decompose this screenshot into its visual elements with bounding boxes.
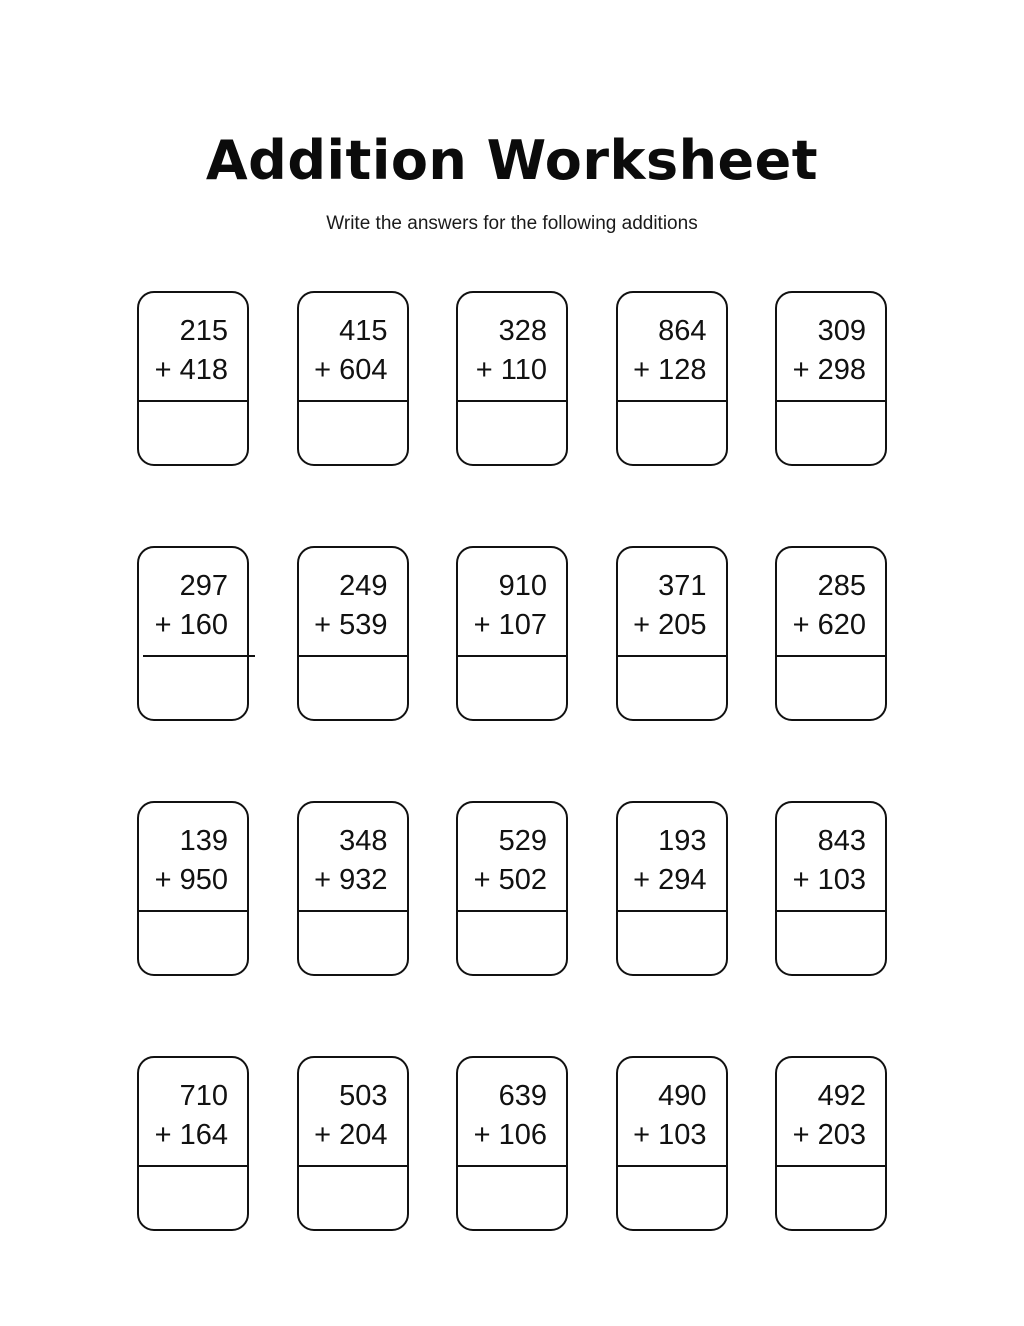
answer-box[interactable] — [139, 402, 247, 464]
addend-bottom: + 203 — [792, 1119, 866, 1151]
answer-box[interactable] — [458, 912, 566, 974]
problem-card — [616, 1056, 728, 1231]
answer-box[interactable] — [458, 657, 566, 719]
answer-box[interactable] — [777, 657, 885, 719]
answer-box[interactable] — [299, 657, 407, 719]
addend-top: 864 — [658, 315, 707, 347]
addend-bottom: + 204 — [314, 1119, 388, 1151]
addend-top: 309 — [817, 315, 866, 347]
answer-box[interactable] — [139, 657, 247, 719]
addend-top: 285 — [817, 570, 866, 602]
problem-card — [456, 1056, 568, 1231]
addend-bottom: + 950 — [154, 864, 228, 896]
problem-card — [775, 546, 887, 721]
addend-top: 415 — [339, 315, 388, 347]
addend-bottom: + 539 — [314, 609, 388, 641]
answer-box[interactable] — [777, 402, 885, 464]
addend-top: 843 — [817, 825, 866, 857]
problem-card — [616, 546, 728, 721]
answer-box[interactable] — [618, 912, 726, 974]
problem-card — [297, 546, 409, 721]
answer-box[interactable] — [618, 657, 726, 719]
problem-card — [456, 546, 568, 721]
addend-bottom: + 164 — [154, 1119, 228, 1151]
addend-bottom: + 294 — [633, 864, 707, 896]
addend-bottom: + 107 — [473, 609, 547, 641]
answer-box[interactable] — [299, 912, 407, 974]
addend-bottom: + 620 — [792, 609, 866, 641]
addend-bottom: + 418 — [154, 354, 228, 386]
addend-bottom: + 103 — [792, 864, 866, 896]
problem-card — [297, 291, 409, 466]
problem-card — [137, 801, 249, 976]
addend-top: 348 — [339, 825, 388, 857]
problem-card — [137, 1056, 249, 1231]
answer-box[interactable] — [299, 1167, 407, 1229]
problem-card — [456, 291, 568, 466]
addend-bottom: + 110 — [475, 354, 547, 386]
addend-bottom: + 103 — [633, 1119, 707, 1151]
addend-bottom: + 298 — [792, 354, 866, 386]
answer-box[interactable] — [139, 1167, 247, 1229]
addend-top: 710 — [179, 1080, 228, 1112]
addend-bottom: + 932 — [314, 864, 388, 896]
addend-bottom: + 128 — [633, 354, 707, 386]
addend-top: 328 — [498, 315, 547, 347]
answer-box[interactable] — [299, 402, 407, 464]
problem-card — [137, 546, 249, 721]
problem-card — [616, 801, 728, 976]
addend-bottom: + 106 — [473, 1119, 547, 1151]
addend-top: 249 — [339, 570, 388, 602]
problem-card — [297, 1056, 409, 1231]
problem-card — [137, 291, 249, 466]
addend-top: 371 — [658, 570, 707, 602]
answer-box[interactable] — [777, 912, 885, 974]
answer-box[interactable] — [777, 1167, 885, 1229]
addend-top: 639 — [498, 1080, 547, 1112]
worksheet-instructions: Write the answers for the following additions — [326, 213, 698, 234]
answer-box[interactable] — [139, 912, 247, 974]
problem-card — [775, 1056, 887, 1231]
answer-box[interactable] — [458, 402, 566, 464]
addend-bottom: + 160 — [154, 609, 228, 641]
problem-grid — [137, 291, 887, 1231]
answer-box[interactable] — [618, 1167, 726, 1229]
addend-top: 297 — [179, 570, 228, 602]
problem-card — [297, 801, 409, 976]
addend-top: 492 — [817, 1080, 866, 1112]
answer-box[interactable] — [458, 1167, 566, 1229]
addend-top: 139 — [179, 825, 228, 857]
worksheet-title: Addition Worksheet — [205, 129, 819, 192]
addend-top: 215 — [179, 315, 228, 347]
problem-card — [775, 291, 887, 466]
problem-card — [775, 801, 887, 976]
addend-bottom: + 604 — [314, 354, 388, 386]
problem-card — [456, 801, 568, 976]
answer-box[interactable] — [618, 402, 726, 464]
addend-top: 529 — [498, 825, 547, 857]
addend-top: 490 — [658, 1080, 707, 1112]
addend-bottom: + 205 — [633, 609, 707, 641]
addend-top: 910 — [498, 570, 547, 602]
problem-card — [616, 291, 728, 466]
addend-top: 193 — [658, 825, 707, 857]
addend-top: 503 — [339, 1080, 388, 1112]
addend-bottom: + 502 — [473, 864, 547, 896]
